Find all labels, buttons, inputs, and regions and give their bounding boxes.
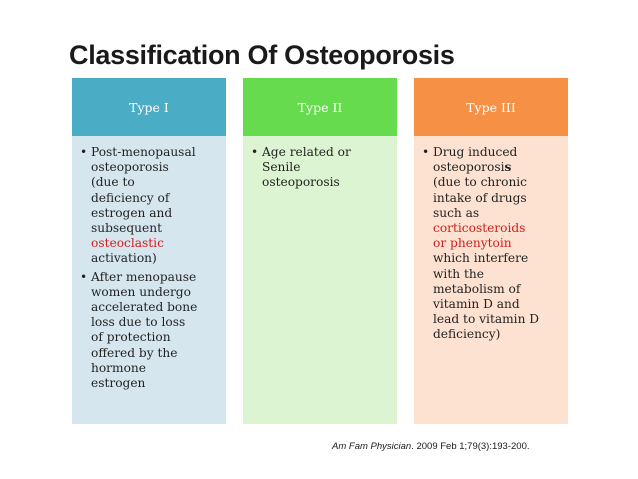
type-iii-body <box>414 136 568 424</box>
slide-title: Classification Of Osteoporosis <box>69 40 455 70</box>
type-i-header: Type I <box>72 78 226 136</box>
bullet-item: • Post-menopausal osteoporosis (due to deficiency of estrogen and subsequent osteoclastic activation) <box>80 145 196 266</box>
type-ii-header: Type II <box>243 78 397 136</box>
bullet-icon: • <box>422 145 430 159</box>
bullet-icon: • <box>80 269 88 284</box>
type-ii-column <box>243 78 397 424</box>
highlight-term: osteoclastic <box>91 236 164 251</box>
bullet-item: • After menopause women undergo accelerated bone loss due to loss of protection offered by the hormone estrogen <box>80 269 198 391</box>
highlight-term: corticosteroids <box>433 221 526 236</box>
type-i-column <box>72 78 226 424</box>
highlight-term: or phenytoin <box>433 236 512 251</box>
bullet-icon: • <box>251 145 259 159</box>
bullet-item: • Drug induced osteoporosis (due to chronic intake of drugs such as corticosteroids or phenytoin which interfere with the metabolism of vitamin D and lead to vitamin D deficiency) <box>422 145 540 342</box>
type-i-body <box>72 136 226 424</box>
type-iii-column <box>414 78 568 424</box>
type-iii-header: Type III <box>414 78 568 136</box>
citation: Am Fam Physician. 2009 Feb 1;79(3):193-200. <box>332 441 530 452</box>
bullet-item: • Age related or Senile osteoporosis <box>251 145 351 190</box>
bullet-icon: • <box>80 145 88 159</box>
type-ii-body <box>243 136 397 424</box>
